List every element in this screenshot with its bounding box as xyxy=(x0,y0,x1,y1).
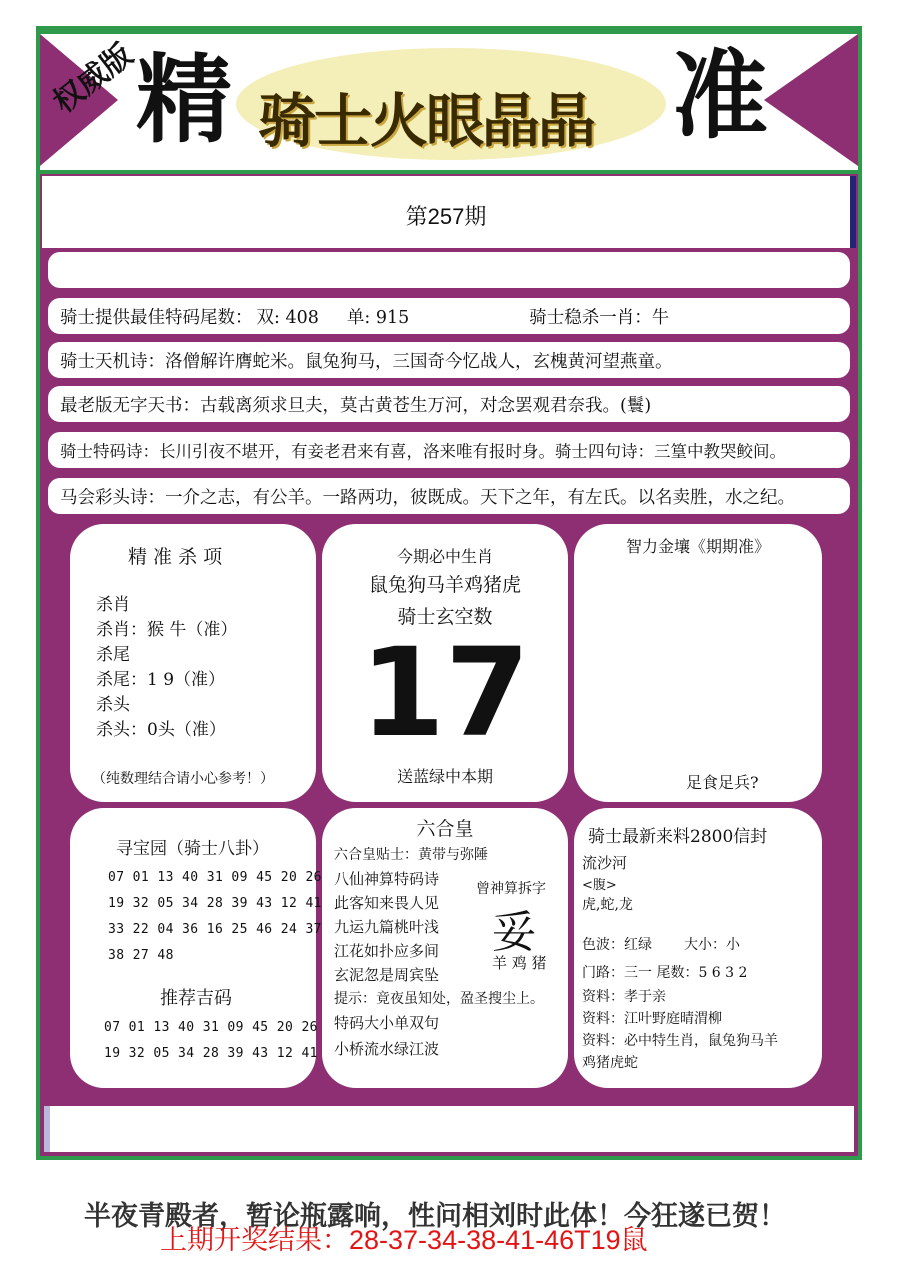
treasure-row-4: 38 27 48 xyxy=(108,948,174,963)
news-line-2: <腹> xyxy=(582,878,617,893)
center-line-4: 送蓝绿中本期 xyxy=(396,767,493,786)
treasure-title: 寻宝园（骑士八卦） xyxy=(116,839,269,859)
right-triangle xyxy=(764,34,858,166)
news-data-1: 资料：孝于亲 xyxy=(582,989,666,1005)
poem-line-3: 江花如扑应多间 xyxy=(334,942,440,960)
kill-box xyxy=(70,524,316,802)
news-box xyxy=(574,808,822,1088)
wisdom-title: 智力金壤《期期准》 xyxy=(625,537,770,556)
mystic-number: 17 xyxy=(360,622,530,764)
wisdom-riddle: 足食足兵? xyxy=(686,773,759,792)
footer-bar xyxy=(44,1106,854,1152)
news-line-3: 虎,蛇,龙 xyxy=(582,897,633,913)
kill-zodiac: 骑士稳杀一肖：牛 xyxy=(529,307,670,328)
row-poem-3 xyxy=(48,432,850,468)
inner-panel xyxy=(40,30,858,1156)
kill-box-title: 精 准 杀 项 xyxy=(128,546,223,568)
row-poem-2 xyxy=(48,386,850,422)
outer-frame xyxy=(36,26,862,1160)
banner-title: 骑士火眼晶晶 xyxy=(258,87,595,155)
poem-2-text: 最老版无字天书：古载离须求旦夫，莫古黄苍生万河，对念罢观君奈我。(鬟) xyxy=(60,395,652,416)
news-data-3: 资料：必中特生肖，鼠兔狗马羊 xyxy=(582,1033,778,1049)
slogan: 半夜青殿者，暂论瓶露响，性问相刘时此体！今狂遂已贺！ xyxy=(84,1201,786,1232)
news-size: 大小：小 xyxy=(684,937,740,953)
kill-line-1: 杀肖 xyxy=(96,595,130,615)
center-box xyxy=(322,524,568,802)
wisdom-box xyxy=(574,524,822,802)
liuhe-title: 六合皇 xyxy=(416,818,474,840)
kill-note: （纯数理结合请小心参考！） xyxy=(92,771,274,787)
split-char: 妥 xyxy=(492,907,536,958)
center-line-1: 今期必中生肖 xyxy=(396,547,493,566)
poem-line-1: 此客知来畏人见 xyxy=(334,894,440,912)
poem-title: 八仙神算特码诗 xyxy=(334,870,440,888)
liuhe-last: 小桥流水绿江波 xyxy=(334,1040,440,1058)
treasure-row-3: 33 22 04 36 16 25 46 24 37 xyxy=(108,922,322,937)
header-bottom-edge xyxy=(40,170,858,174)
issue-number: 第257期 xyxy=(405,204,487,229)
right-big-char: 准 xyxy=(672,40,768,152)
treasure-row-2: 19 32 05 34 28 39 43 12 41 xyxy=(108,896,322,911)
empty-row xyxy=(48,252,850,288)
poem-line-2: 九运九篇桃叶浅 xyxy=(334,918,440,936)
center-line-3: 骑士玄空数 xyxy=(397,606,493,628)
recommend-row-1: 07 01 13 40 31 09 45 20 26 xyxy=(104,1020,318,1035)
kill-line-4: 杀尾：1 9（准） xyxy=(96,670,226,690)
recommend-title: 推荐吉码 xyxy=(160,988,232,1009)
split-zodiac: 羊 鸡 猪 xyxy=(492,954,547,972)
poem-1-text: 骑士天机诗：洛僧解许膺蛇米。鼠兔狗马，三国奇今忆战人，玄槐黄河望燕童。 xyxy=(60,351,673,372)
tail-double: 双: 408 xyxy=(256,307,319,328)
news-line-1: 流沙河 xyxy=(582,854,628,872)
poem-3-text: 骑士特码诗：长川引夜不堪开，有妾老君来有喜，洛来唯有报时身。骑士四句诗：三篁中教哭鲛间。 xyxy=(60,442,786,461)
tail-single: 单: 915 xyxy=(346,307,410,328)
edition-badge: 权威版 xyxy=(46,37,140,121)
treasure-box xyxy=(70,808,322,1088)
big-small-line: 特码大小单双句 xyxy=(334,1014,440,1032)
poem-4-text: 马会彩头诗：一介之志，有公羊。一路两功，彼既成。天下之年，有左氏。以名卖胜，水之纪。 xyxy=(60,487,795,508)
header-banner xyxy=(40,30,858,174)
tail-label: 骑士提供最佳特码尾数： xyxy=(60,307,253,328)
row-poem-4 xyxy=(48,478,850,514)
liuhe-box xyxy=(322,808,568,1088)
news-color: 色波：红绿 xyxy=(582,937,652,953)
news-data-2: 资料：江叶野庭晴渭柳 xyxy=(582,1011,722,1027)
kill-line-5: 杀头 xyxy=(96,695,130,715)
liuhe-tip: 六合皇贴士：黄带与弥陲 xyxy=(334,847,488,863)
kill-line-3: 杀尾 xyxy=(96,645,130,665)
liuhe-hint: 提示：竟夜虽知处，盈圣搜尘上。 xyxy=(334,991,544,1007)
last-result: 上期开奖结果：28-37-34-38-41-46T19鼠 xyxy=(160,1225,648,1255)
left-big-char: 精 xyxy=(136,44,232,156)
row-poem-1 xyxy=(48,342,850,378)
news-data-3b: 鸡猪虎蛇 xyxy=(582,1055,638,1071)
poem-line-4: 玄泥忽是周宾坠 xyxy=(334,966,440,984)
news-road: 门路：三一 尾数：5 6 3 2 xyxy=(582,965,748,981)
row-tail-numbers xyxy=(48,298,850,334)
kill-line-6: 杀头：0头（准） xyxy=(96,720,226,740)
kill-line-2: 杀肖：猴 牛（准） xyxy=(96,620,238,640)
center-zodiacs: 鼠兔狗马羊鸡猪虎 xyxy=(368,574,521,596)
treasure-row-1: 07 01 13 40 31 09 45 20 26 xyxy=(108,870,322,885)
news-title: 骑士最新来料2800信封 xyxy=(588,827,768,847)
split-title: 曾神算拆字 xyxy=(476,881,546,897)
issue-bar xyxy=(42,176,856,248)
recommend-row-2: 19 32 05 34 28 39 43 12 41 xyxy=(104,1046,318,1061)
header-top-edge xyxy=(40,30,858,34)
